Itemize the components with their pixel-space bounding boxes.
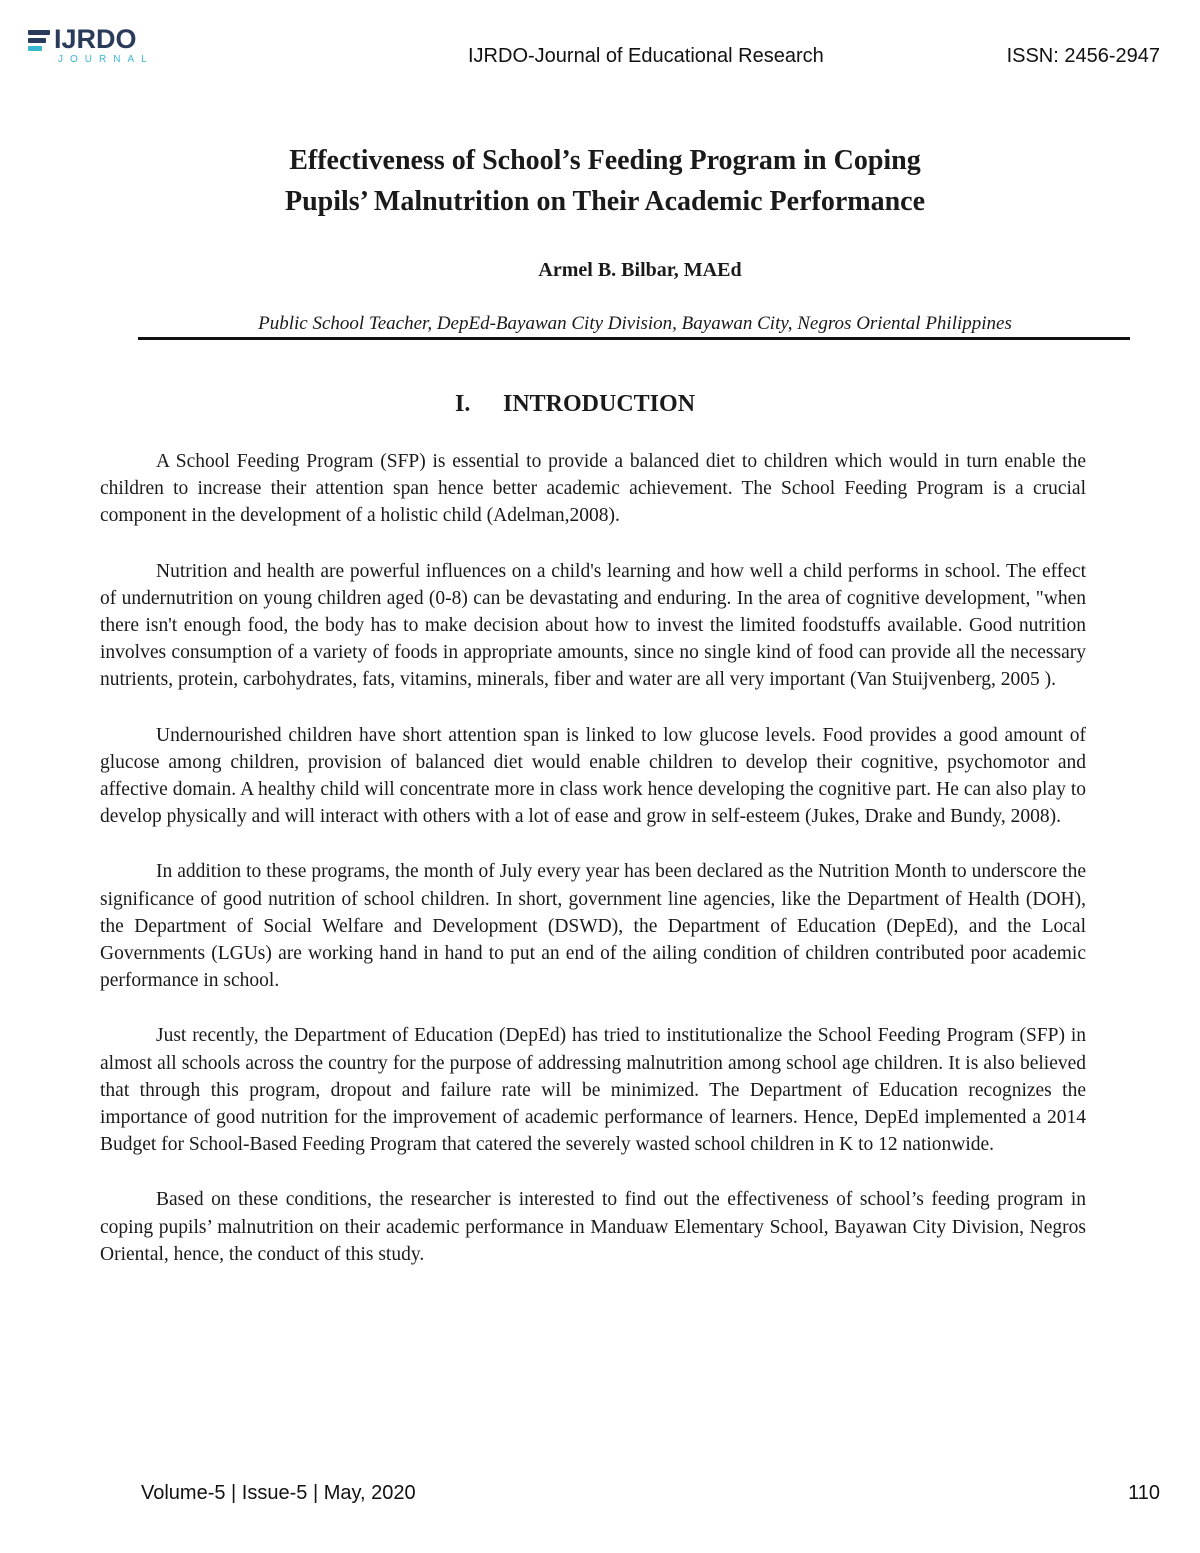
body-text [100,448,1086,1268]
title-line-1: Effectiveness of School’s Feeding Program in Coping [289,145,921,176]
paragraph: Undernourished children have short attention span is linked to low glucose levels. Food provides a good amount of glucose among children, provision of balanced diet would enable children to develop their cognitive, psychomotor and affective domain. A healthy child will concentrate more in class work hence developing the cognitive part. He can also play to develop physically and will interact with others with a lot of ease and grow in self-esteem (Jukes, Drake and Bundy, 2008). [100,724,1086,828]
title-line-2: Pupils’ Malnutrition on Their Academic Performance [284,186,926,217]
paper-title [100,140,1110,222]
logo-text: IJRDO [54,24,137,54]
paragraph: Nutrition and health are powerful influences on a child's learning and how well a child performs in school. The effect of undernutrition on young children aged (0-8) can be devastating and enduring. In the area of cognitive development, "when there isn't enough food, the body has to make decision about how to invest the limited foodstuffs available. Good nutrition involves consumption of a variety of foods in appropriate amounts, since no single kind of food can provide all the necessary nutrients, protein, carbohydrates, fats, vitamins, minerals, fiber and water are all very important (Van Stuijvenberg, 2005 ). [100,560,1086,691]
author: Armel B. Bilbar, MAEd [538,259,742,281]
paragraph: Just recently, the Department of Education (DepEd) has tried to institutionalize the School Feeding Program (SFP) in almost all schools across the country for the purpose of addressing malnutrition among school age children. It is also believed that through this program, dropout and failure rate will be minimized. The Department of Education recognizes the importance of good nutrition for the improvement of academic performance of learners. Hence, DepEd implemented a 2014 Budget for School-Based Feeding Program that catered the severely wasted school children in K to 12 nationwide. [100,1025,1086,1156]
header-rule [138,337,1130,340]
issn: ISSN: 2456-2947 [1006,45,1160,67]
section-number: I. [455,391,471,417]
section-title: INTRODUCTION [503,391,696,417]
paragraph: A School Feeding Program (SFP) is essential to provide a balanced diet to children which would in turn enable the children to increase their attention span hence better academic achievement. The School Feeding Program is a crucial component in the development of a holistic child (Adelman,2008). [100,451,1086,527]
logo-bars-icon [28,30,50,54]
logo-subtext: JOURNAL [58,54,154,65]
section-heading [455,391,695,418]
footer-volume: Volume-5 | Issue-5 | May, 2020 [141,1482,416,1504]
paragraph: In addition to these programs, the month of July every year has been declared as the Nutrition Month to underscore the significance of good nutrition of school children. In short, government line agencies, like the Department of Health (DOH), the Department of Social Welfare and Development (DSWD), the Department of Education (DepEd), and the Local Governments (LGUs) are working hand in hand to put an end of the ailing condition of children contributed poor academic performance in school. [100,861,1086,992]
journal-name: IJRDO-Journal of Educational Research [468,45,824,67]
affiliation: Public School Teacher, DepEd-Bayawan City Division, Bayawan City, Negros Oriental Philippines [258,313,1012,334]
journal-logo [28,26,154,68]
page-number: 110 [1128,1482,1160,1504]
paragraph: Based on these conditions, the researcher is interested to find out the effectiveness of school’s feeding program in coping pupils’ malnutrition on their academic performance in Manduaw Elementary School, Bayawan City Division, Negros Oriental, hence, the conduct of this study. [100,1189,1086,1265]
